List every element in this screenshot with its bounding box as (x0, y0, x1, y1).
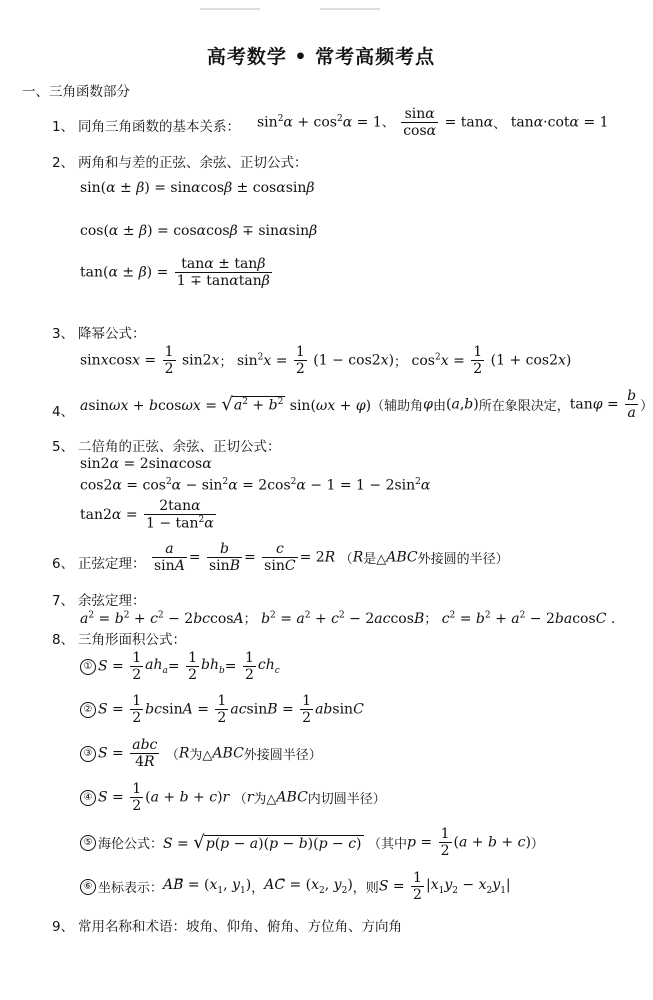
area-formula-2: ② S = $\frac{1}{2}$ bcsinA = $\frac{1}{2}$ acsinB = $\frac{1}{2}$ absinC (80, 693, 364, 726)
item-4: 4、 (52, 404, 75, 420)
item-6: 6、 正弦定理： (52, 556, 146, 572)
formula-tan-sum: tan(α ± β) = $\frac{\tan\alpha \pm \tan\beta}{1 \mp \tan\alpha\tan\beta}$ (80, 256, 270, 290)
formula-power-reduction: sinxcosx = $\frac{1}{2}$ sin2x； $\sin^2x$ = $\frac{1}{2}$ (1 − cos2x)； $\cos^2x$ = $\frac{1}{2}$ (1 + cos2x) (80, 344, 572, 378)
formula-sine-rule: $\frac{a}{\sin A}$ = $\frac{b}{\sin B}$ = $\frac{c}{\sin C}$ = 2R （R是△ABC外接圆的半径） (154, 541, 509, 575)
scan-mark (200, 8, 260, 10)
area-formula-5-heron: ⑤ 海伦公式：S = √p(p − a)(p − b)(p − c) （其中p = $\frac{1}{2}$ (a + b + c)） (80, 826, 544, 859)
formula-sin-sum: sin(α ± β) = sinαcosβ ± cosαsinβ (80, 180, 315, 196)
formula-double-sin: sin2α = 2sinαcosα (80, 456, 212, 472)
item-2: 2、 两角和与差的正弦、余弦、正切公式： (52, 155, 308, 171)
formula-double-tan: tan2α = $\frac{2\tan\alpha}{1 - \tan^2\alpha}$ (80, 498, 214, 532)
area-formula-1: ① S = $\frac{1}{2}$ $ah_a=$ $\frac{1}{2}$ $bh_b=$ $\frac{1}{2}$ $ch_c$ (80, 650, 280, 683)
area-formula-3: ③ S = $\frac{\text{abc}}{4R}$ （R为△ABC外接圆半径） (80, 737, 322, 770)
page-title: 高考数学 • 常考高频考点 (206, 46, 436, 68)
formula-identities: $\sin^2\alpha + \cos^2\alpha = 1$、 $\frac{\sin\alpha}{\cos\alpha}$ = tanα、 tanα·cotα = 1 (257, 106, 609, 140)
item-9: 9、 常用名称和术语：坡角、仰角、俯角、方位角、方向角 (52, 919, 402, 935)
item-3: 3、 降幂公式： (52, 326, 146, 342)
formula-double-cos: $\cos 2\alpha = \cos^2\alpha - \sin^2\alpha = 2\cos^2\alpha - 1 = 1 - 2\sin^2\alpha$ (80, 477, 431, 494)
item-8: 8、 三角形面积公式： (52, 632, 186, 648)
area-formula-6-coordinates: ⑥ 坐标表示：AB⃗ = ($x_1$, $y_1$)，AC⃗ = ($x_2$, $y_2$)，则S = $\frac{1}{2}$ $|x_1y_2 - x_2y_1|$ (80, 870, 511, 903)
item-7: 7、 余弦定理： (52, 593, 146, 609)
section-heading: 一、三角函数部分 (22, 84, 130, 100)
formula-auxiliary-angle: $asin\omega x + bcos\omega x = √a^2 + b^2$ sin(ωx + φ)（辅助角φ由(a,b)所在象限决定，tanφ = $\frac{b}{a}$ ） (80, 388, 653, 422)
formula-cosine-rule: $a^2 = b^2 + c^2 - 2bccosA$； $b^2 = a^2 + c^2 - 2accosB$； $c^2 = b^2 + a^2 - 2bacosC$ . (80, 610, 616, 627)
item-1: 1、 同角三角函数的基本关系： (52, 119, 240, 135)
item-5: 5、 二倍角的正弦、余弦、正切公式： (52, 439, 281, 455)
area-formula-4: ④ S = $\frac{1}{2}$ (a + b + c)r （r为△ABC内切圆半径） (80, 781, 386, 814)
formula-cos-sum: cos(α ± β) = cosαcosβ ∓ sinαsinβ (80, 223, 318, 239)
scan-mark (320, 8, 380, 10)
